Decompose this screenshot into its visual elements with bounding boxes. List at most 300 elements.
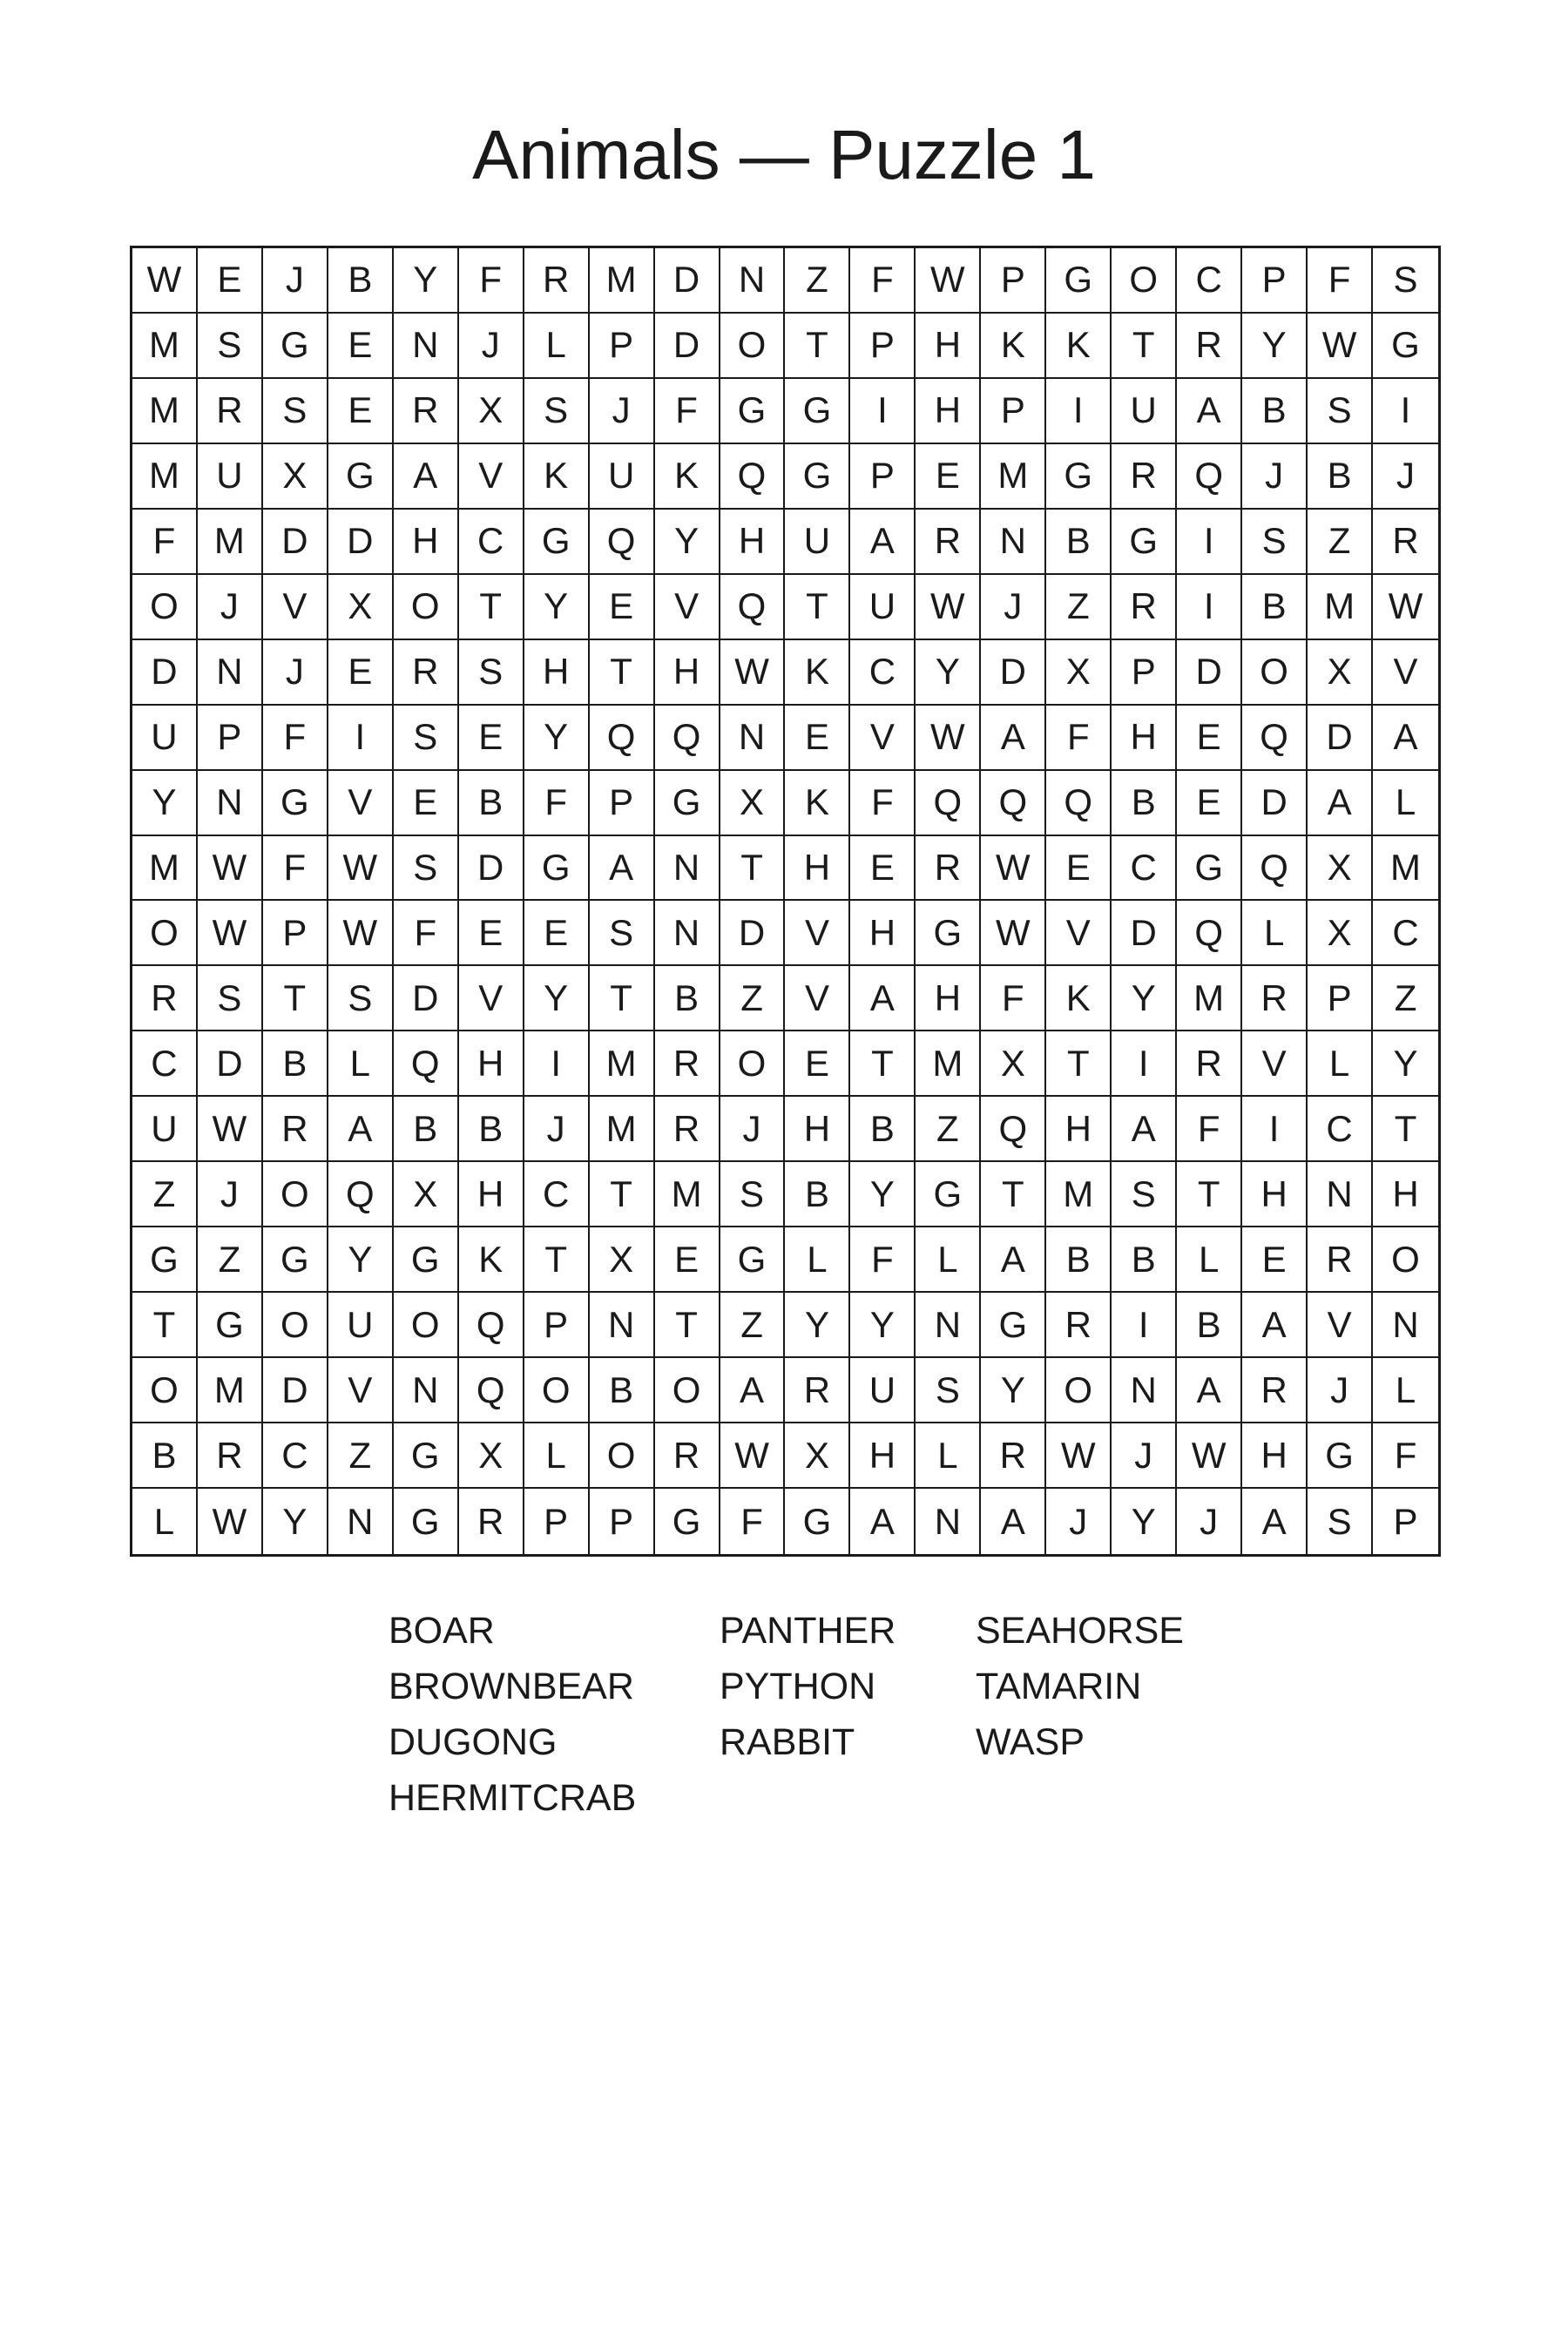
grid-cell[interactable]: M [1046,1162,1112,1227]
grid-cell[interactable]: U [198,444,263,510]
grid-cell[interactable]: J [263,248,328,314]
grid-cell[interactable]: Q [459,1358,524,1423]
grid-cell[interactable]: N [655,901,720,966]
grid-cell[interactable]: G [263,771,328,836]
grid-cell[interactable]: F [981,966,1046,1031]
grid-cell[interactable]: M [655,1162,720,1227]
grid-cell[interactable]: Z [1373,966,1438,1031]
grid-cell[interactable]: W [1308,314,1373,379]
grid-cell[interactable]: S [524,379,590,444]
grid-cell[interactable]: X [459,379,524,444]
grid-cell[interactable]: Y [263,1489,328,1554]
grid-cell[interactable]: J [1242,444,1308,510]
grid-cell[interactable]: Q [720,575,786,640]
grid-cell[interactable]: D [459,836,524,902]
grid-cell[interactable]: G [916,1162,981,1227]
grid-cell[interactable]: L [1308,1031,1373,1097]
grid-cell[interactable]: T [590,640,655,706]
grid-cell[interactable]: E [459,901,524,966]
grid-cell[interactable]: D [328,510,394,575]
grid-cell[interactable]: E [1242,1227,1308,1293]
grid-cell[interactable]: M [590,248,655,314]
grid-cell[interactable]: Q [1177,444,1242,510]
grid-cell[interactable]: R [394,640,459,706]
grid-cell[interactable]: M [132,314,198,379]
grid-cell[interactable]: M [1373,836,1438,902]
grid-cell[interactable]: G [263,1227,328,1293]
grid-cell[interactable]: B [328,248,394,314]
grid-cell[interactable]: N [590,1293,655,1358]
grid-cell[interactable]: O [132,901,198,966]
grid-cell[interactable]: B [850,1097,916,1162]
grid-cell[interactable]: B [1242,379,1308,444]
grid-cell[interactable]: N [916,1293,981,1358]
grid-cell[interactable]: R [916,510,981,575]
grid-cell[interactable]: V [459,444,524,510]
grid-cell[interactable]: Y [1112,966,1177,1031]
grid-cell[interactable]: Q [394,1031,459,1097]
grid-cell[interactable]: L [132,1489,198,1554]
grid-cell[interactable]: J [524,1097,590,1162]
grid-cell[interactable]: Y [132,771,198,836]
grid-cell[interactable]: C [1177,248,1242,314]
grid-cell[interactable]: R [459,1489,524,1554]
grid-cell[interactable]: T [850,1031,916,1097]
grid-cell[interactable]: O [394,575,459,640]
grid-cell[interactable]: X [1308,901,1373,966]
grid-cell[interactable]: S [394,706,459,771]
grid-cell[interactable]: R [1112,444,1177,510]
grid-cell[interactable]: C [132,1031,198,1097]
grid-cell[interactable]: S [1373,248,1438,314]
grid-cell[interactable]: G [655,1489,720,1554]
grid-cell[interactable]: A [1373,706,1438,771]
grid-cell[interactable]: F [394,901,459,966]
grid-cell[interactable]: R [785,1358,850,1423]
grid-cell[interactable]: B [459,1097,524,1162]
grid-cell[interactable]: U [850,1358,916,1423]
grid-cell[interactable]: O [132,575,198,640]
grid-cell[interactable]: X [785,1423,850,1489]
grid-cell[interactable]: I [1373,379,1438,444]
grid-cell[interactable]: M [132,379,198,444]
grid-cell[interactable]: Z [720,1293,786,1358]
grid-cell[interactable]: Q [1177,901,1242,966]
grid-cell[interactable]: F [263,706,328,771]
grid-cell[interactable]: K [785,640,850,706]
grid-cell[interactable]: J [590,379,655,444]
grid-cell[interactable]: I [328,706,394,771]
grid-cell[interactable]: N [981,510,1046,575]
grid-cell[interactable]: H [785,1097,850,1162]
grid-cell[interactable]: O [720,314,786,379]
grid-cell[interactable]: Z [328,1423,394,1489]
grid-cell[interactable]: K [459,1227,524,1293]
grid-cell[interactable]: W [916,706,981,771]
grid-cell[interactable]: M [1308,575,1373,640]
grid-cell[interactable]: I [1177,575,1242,640]
grid-cell[interactable]: T [655,1293,720,1358]
grid-cell[interactable]: O [132,1358,198,1423]
grid-cell[interactable]: X [459,1423,524,1489]
grid-cell[interactable]: Q [981,771,1046,836]
grid-cell[interactable]: Q [459,1293,524,1358]
grid-cell[interactable]: I [1112,1293,1177,1358]
grid-cell[interactable]: S [394,836,459,902]
grid-cell[interactable]: X [1308,836,1373,902]
grid-cell[interactable]: O [590,1423,655,1489]
grid-cell[interactable]: I [850,379,916,444]
grid-cell[interactable]: M [132,836,198,902]
grid-cell[interactable]: P [1242,248,1308,314]
grid-cell[interactable]: L [328,1031,394,1097]
grid-cell[interactable]: J [198,1162,263,1227]
grid-cell[interactable]: I [1177,510,1242,575]
grid-cell[interactable]: S [459,640,524,706]
grid-cell[interactable]: O [394,1293,459,1358]
grid-cell[interactable]: T [785,314,850,379]
grid-cell[interactable]: A [1177,379,1242,444]
grid-cell[interactable]: N [328,1489,394,1554]
grid-cell[interactable]: F [1046,706,1112,771]
grid-cell[interactable]: G [524,836,590,902]
grid-cell[interactable]: Z [132,1162,198,1227]
grid-cell[interactable]: H [1242,1162,1308,1227]
grid-cell[interactable]: S [1112,1162,1177,1227]
grid-cell[interactable]: O [1373,1227,1438,1293]
grid-cell[interactable]: E [916,444,981,510]
grid-cell[interactable]: A [1242,1293,1308,1358]
grid-cell[interactable]: R [655,1031,720,1097]
grid-cell[interactable]: U [328,1293,394,1358]
grid-cell[interactable]: R [132,966,198,1031]
grid-cell[interactable]: E [1177,706,1242,771]
grid-cell[interactable]: I [1242,1097,1308,1162]
grid-cell[interactable]: E [459,706,524,771]
grid-cell[interactable]: R [1308,1227,1373,1293]
grid-cell[interactable]: W [720,1423,786,1489]
grid-cell[interactable]: H [1046,1097,1112,1162]
grid-cell[interactable]: V [785,901,850,966]
grid-cell[interactable]: K [655,444,720,510]
grid-cell[interactable]: K [524,444,590,510]
grid-cell[interactable]: H [524,640,590,706]
grid-cell[interactable]: T [263,966,328,1031]
grid-cell[interactable]: Q [655,706,720,771]
grid-cell[interactable]: L [916,1423,981,1489]
grid-cell[interactable]: W [720,640,786,706]
grid-cell[interactable]: S [916,1358,981,1423]
grid-cell[interactable]: E [785,706,850,771]
grid-cell[interactable]: B [459,771,524,836]
grid-cell[interactable]: U [785,510,850,575]
grid-cell[interactable]: Q [1046,771,1112,836]
grid-cell[interactable]: J [981,575,1046,640]
grid-cell[interactable]: Z [916,1097,981,1162]
grid-cell[interactable]: G [394,1489,459,1554]
grid-cell[interactable]: B [1046,510,1112,575]
grid-cell[interactable]: J [1373,444,1438,510]
grid-cell[interactable]: H [916,379,981,444]
grid-cell[interactable]: W [1373,575,1438,640]
grid-cell[interactable]: O [720,1031,786,1097]
grid-cell[interactable]: R [1242,966,1308,1031]
grid-cell[interactable]: F [655,379,720,444]
grid-cell[interactable]: J [1177,1489,1242,1554]
grid-cell[interactable]: G [524,510,590,575]
grid-cell[interactable]: A [981,1489,1046,1554]
grid-cell[interactable]: F [850,771,916,836]
grid-cell[interactable]: T [524,1227,590,1293]
grid-cell[interactable]: Y [850,1293,916,1358]
grid-cell[interactable]: T [1373,1097,1438,1162]
grid-cell[interactable]: Z [1046,575,1112,640]
grid-cell[interactable]: U [132,1097,198,1162]
grid-cell[interactable]: N [198,640,263,706]
grid-cell[interactable]: F [720,1489,786,1554]
grid-cell[interactable]: V [263,575,328,640]
grid-cell[interactable]: Y [1373,1031,1438,1097]
grid-cell[interactable]: W [198,1489,263,1554]
grid-cell[interactable]: T [1046,1031,1112,1097]
grid-cell[interactable]: J [263,640,328,706]
grid-cell[interactable]: F [1373,1423,1438,1489]
grid-cell[interactable]: W [198,836,263,902]
grid-cell[interactable]: N [916,1489,981,1554]
grid-cell[interactable]: G [394,1227,459,1293]
grid-cell[interactable]: W [916,248,981,314]
grid-cell[interactable]: D [394,966,459,1031]
grid-cell[interactable]: Q [720,444,786,510]
grid-cell[interactable]: C [459,510,524,575]
grid-cell[interactable]: F [850,248,916,314]
grid-cell[interactable]: E [524,901,590,966]
grid-cell[interactable]: W [198,1097,263,1162]
grid-cell[interactable]: V [1373,640,1438,706]
grid-cell[interactable]: P [850,314,916,379]
grid-cell[interactable]: B [1112,771,1177,836]
grid-cell[interactable]: Q [916,771,981,836]
grid-cell[interactable]: F [1177,1097,1242,1162]
grid-cell[interactable]: S [590,901,655,966]
grid-cell[interactable]: G [1046,248,1112,314]
grid-cell[interactable]: N [394,314,459,379]
grid-cell[interactable]: W [916,575,981,640]
grid-cell[interactable]: R [198,379,263,444]
grid-cell[interactable]: S [1242,510,1308,575]
grid-cell[interactable]: D [655,248,720,314]
grid-cell[interactable]: A [590,836,655,902]
grid-cell[interactable]: S [720,1162,786,1227]
grid-cell[interactable]: Y [524,575,590,640]
grid-cell[interactable]: H [459,1031,524,1097]
grid-cell[interactable]: V [1308,1293,1373,1358]
grid-cell[interactable]: G [198,1293,263,1358]
grid-cell[interactable]: G [981,1293,1046,1358]
grid-cell[interactable]: H [459,1162,524,1227]
grid-cell[interactable]: N [1308,1162,1373,1227]
grid-cell[interactable]: W [328,901,394,966]
grid-cell[interactable]: R [394,379,459,444]
grid-cell[interactable]: E [655,1227,720,1293]
grid-cell[interactable]: S [198,314,263,379]
grid-cell[interactable]: R [1112,575,1177,640]
grid-cell[interactable]: R [524,248,590,314]
grid-cell[interactable]: N [1112,1358,1177,1423]
grid-cell[interactable]: G [1373,314,1438,379]
grid-cell[interactable]: M [132,444,198,510]
grid-cell[interactable]: B [1242,575,1308,640]
grid-cell[interactable]: U [1112,379,1177,444]
grid-cell[interactable]: L [524,314,590,379]
grid-cell[interactable]: I [524,1031,590,1097]
grid-cell[interactable]: Y [524,966,590,1031]
grid-cell[interactable]: X [590,1227,655,1293]
grid-cell[interactable]: U [132,706,198,771]
grid-cell[interactable]: E [198,248,263,314]
grid-cell[interactable]: N [655,836,720,902]
grid-cell[interactable]: D [132,640,198,706]
grid-cell[interactable]: Q [1242,706,1308,771]
grid-cell[interactable]: H [785,836,850,902]
grid-cell[interactable]: O [1112,248,1177,314]
grid-cell[interactable]: D [1177,640,1242,706]
grid-cell[interactable]: E [328,314,394,379]
grid-cell[interactable]: P [1308,966,1373,1031]
grid-cell[interactable]: D [1308,706,1373,771]
grid-cell[interactable]: Y [655,510,720,575]
grid-cell[interactable]: G [720,1227,786,1293]
grid-cell[interactable]: Z [1308,510,1373,575]
grid-cell[interactable]: O [655,1358,720,1423]
grid-cell[interactable]: H [850,1423,916,1489]
grid-cell[interactable]: C [1308,1097,1373,1162]
grid-cell[interactable]: Y [524,706,590,771]
grid-cell[interactable]: T [459,575,524,640]
grid-cell[interactable]: M [1177,966,1242,1031]
grid-cell[interactable]: W [981,836,1046,902]
grid-cell[interactable]: Y [1242,314,1308,379]
grid-cell[interactable]: O [1242,640,1308,706]
grid-cell[interactable]: H [1373,1162,1438,1227]
grid-cell[interactable]: L [1177,1227,1242,1293]
grid-cell[interactable]: R [655,1097,720,1162]
grid-cell[interactable]: L [785,1227,850,1293]
grid-cell[interactable]: R [1373,510,1438,575]
grid-cell[interactable]: Y [328,1227,394,1293]
grid-cell[interactable]: R [263,1097,328,1162]
grid-cell[interactable]: L [1373,1358,1438,1423]
grid-cell[interactable]: B [394,1097,459,1162]
grid-cell[interactable]: A [1308,771,1373,836]
grid-cell[interactable]: P [198,706,263,771]
grid-cell[interactable]: D [981,640,1046,706]
grid-cell[interactable]: W [981,901,1046,966]
grid-cell[interactable]: K [785,771,850,836]
grid-cell[interactable]: G [785,444,850,510]
grid-cell[interactable]: P [981,248,1046,314]
grid-cell[interactable]: N [198,771,263,836]
grid-cell[interactable]: G [720,379,786,444]
grid-cell[interactable]: Q [981,1097,1046,1162]
grid-cell[interactable]: K [981,314,1046,379]
grid-cell[interactable]: P [590,314,655,379]
grid-cell[interactable]: E [394,771,459,836]
grid-cell[interactable]: J [1308,1358,1373,1423]
grid-cell[interactable]: R [198,1423,263,1489]
grid-cell[interactable]: V [655,575,720,640]
grid-cell[interactable]: P [590,771,655,836]
grid-cell[interactable]: R [1046,1293,1112,1358]
grid-cell[interactable]: W [1177,1423,1242,1489]
grid-cell[interactable]: X [981,1031,1046,1097]
grid-cell[interactable]: D [198,1031,263,1097]
grid-cell[interactable]: B [590,1358,655,1423]
grid-cell[interactable]: P [590,1489,655,1554]
grid-cell[interactable]: T [981,1162,1046,1227]
grid-cell[interactable]: A [850,1489,916,1554]
grid-cell[interactable]: Q [590,706,655,771]
grid-cell[interactable]: F [850,1227,916,1293]
grid-cell[interactable]: M [916,1031,981,1097]
grid-cell[interactable]: H [916,314,981,379]
grid-cell[interactable]: G [655,771,720,836]
grid-cell[interactable]: P [263,901,328,966]
grid-cell[interactable]: P [850,444,916,510]
grid-cell[interactable]: R [655,1423,720,1489]
grid-cell[interactable]: M [981,444,1046,510]
grid-cell[interactable]: L [524,1423,590,1489]
grid-cell[interactable]: O [524,1358,590,1423]
grid-cell[interactable]: X [1308,640,1373,706]
grid-cell[interactable]: Y [1112,1489,1177,1554]
grid-cell[interactable]: Z [198,1227,263,1293]
grid-cell[interactable]: D [1242,771,1308,836]
grid-cell[interactable]: X [1046,640,1112,706]
grid-cell[interactable]: X [720,771,786,836]
grid-cell[interactable]: Z [720,966,786,1031]
grid-cell[interactable]: G [263,314,328,379]
grid-cell[interactable]: J [1112,1423,1177,1489]
grid-cell[interactable]: S [263,379,328,444]
grid-cell[interactable]: Y [394,248,459,314]
grid-cell[interactable]: S [1308,1489,1373,1554]
grid-cell[interactable]: E [1177,771,1242,836]
grid-cell[interactable]: M [590,1031,655,1097]
grid-cell[interactable]: A [720,1358,786,1423]
grid-cell[interactable]: N [1373,1293,1438,1358]
grid-cell[interactable]: R [1242,1358,1308,1423]
grid-cell[interactable]: G [132,1227,198,1293]
grid-cell[interactable]: J [198,575,263,640]
grid-cell[interactable]: R [1177,1031,1242,1097]
grid-cell[interactable]: A [850,966,916,1031]
grid-cell[interactable]: G [1112,510,1177,575]
grid-cell[interactable]: X [263,444,328,510]
grid-cell[interactable]: F [1308,248,1373,314]
grid-cell[interactable]: Q [1242,836,1308,902]
grid-cell[interactable]: R [916,836,981,902]
grid-cell[interactable]: B [655,966,720,1031]
grid-cell[interactable]: B [1308,444,1373,510]
grid-cell[interactable]: W [1046,1423,1112,1489]
grid-cell[interactable]: G [785,1489,850,1554]
grid-cell[interactable]: B [1112,1227,1177,1293]
grid-cell[interactable]: T [1112,314,1177,379]
grid-cell[interactable]: P [981,379,1046,444]
grid-cell[interactable]: G [785,379,850,444]
grid-cell[interactable]: Y [916,640,981,706]
